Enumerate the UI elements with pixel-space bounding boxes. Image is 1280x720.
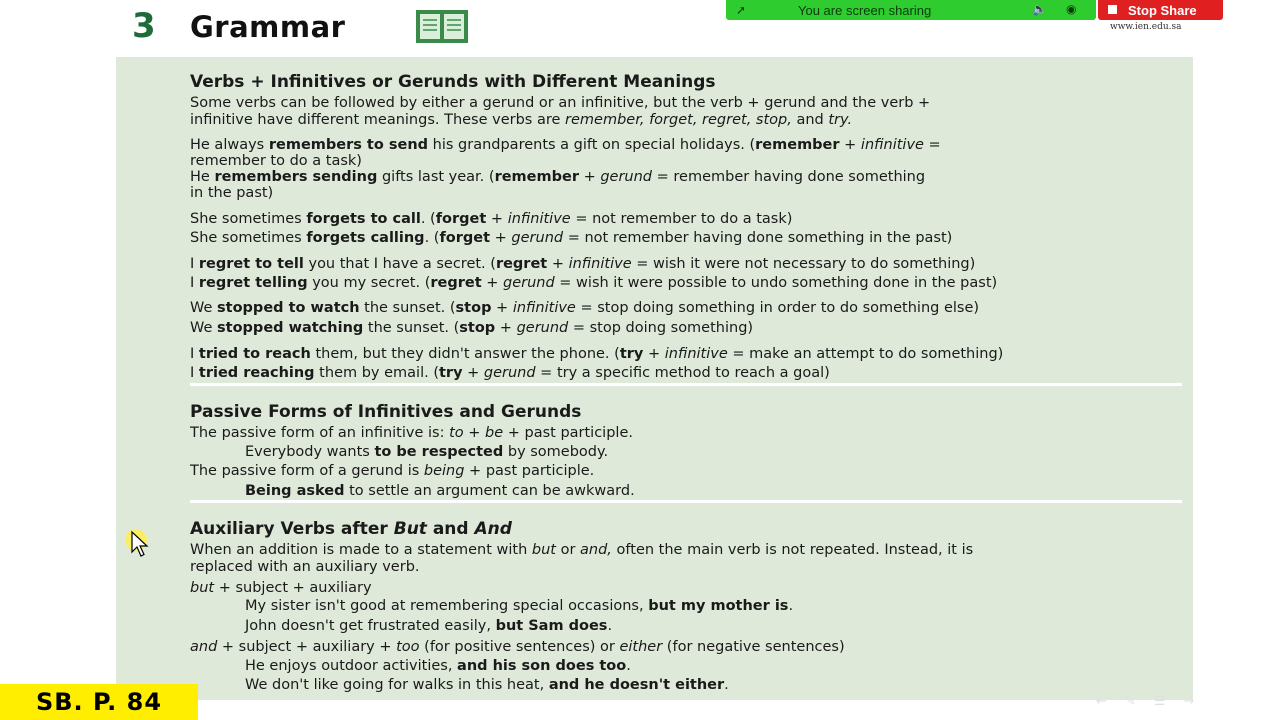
shield-icon[interactable]: ◉ [1066,2,1077,16]
site-url: www.ien.edu.sa [1110,22,1182,32]
example-try-gerund: I tried reaching them by email. (try + gerund = try a specific method to reach a goal) [190,365,830,381]
example-regret-gerund: I regret telling you my secret. (regret + gerund = wish it were possible to undo something done in the past) [190,275,998,291]
passive-gerund-rule: The passive form of a gerund is being + past participle. [190,463,595,479]
example-remember-gerund: He remembers sending gifts last year. (remember + gerund = remember having done something [190,169,926,185]
example-forget-gerund: She sometimes forgets calling. (forget + gerund = not remember having done something in the past) [190,230,953,246]
section-heading-auxiliary: Auxiliary Verbs after But and And [190,519,512,539]
menu-icon[interactable]: ☰ [1153,694,1184,709]
passive-gerund-example: Being asked to settle an argument can be awkward. [245,483,635,499]
book-icon [416,10,468,43]
forward-icon[interactable]: → [1183,694,1213,709]
pin-icon[interactable]: ➚ [736,3,747,17]
passive-infinitive-example: Everybody wants to be respected by somebody. [245,444,609,460]
example-try-infinitive: I tried to reach them, but they didn't answer the phone. (try + infinitive = make an attempt to do something) [190,346,1004,362]
section-divider [190,383,1182,386]
intro-line: Some verbs can be followed by either a gerund or an infinitive, but the verb + gerund and the verb + [190,95,931,111]
but-rule: but + subject + auxiliary [190,580,372,596]
example-remember-infinitive: He always remembers to send his grandparents a gift on special holidays. (remember + infinitive = [190,137,941,153]
passive-infinitive-rule: The passive form of an infinitive is: to + be + past participle. [190,425,633,441]
section-heading-verbs: Verbs + Infinitives or Gerunds with Different Meanings [190,72,716,92]
stop-share-label: Stop Share [1128,3,1197,18]
page-reference-label: SB. P. 84 [0,684,198,720]
example-remember-gerund-cont: in the past) [190,185,274,201]
example-forget-infinitive: She sometimes forgets to call. (forget + infinitive = not remember to do a task) [190,211,793,227]
and-example-1: He enjoys outdoor activities, and his son does too. [245,658,631,674]
back-icon[interactable]: ← [1096,694,1125,709]
pen-icon[interactable]: ✎ [1124,694,1154,709]
section-heading-passive: Passive Forms of Infinitives and Gerunds [190,402,582,422]
stop-share-button[interactable] [1098,0,1223,20]
slide-nav-controls[interactable] [1096,694,1266,710]
and-example-2: We don't like going for walks in this heat, and he doesn't either. [245,677,729,693]
mouse-cursor-icon [124,528,154,562]
speaker-icon[interactable]: 🔈 [1032,2,1047,16]
screen-share-status: You are screen sharing [798,3,932,18]
section-number: 3 [132,6,156,46]
page-title: Grammar [190,10,346,44]
auxiliary-intro: When an addition is made to a statement with but or and, often the main verb is not repeated. Instead, it is [190,542,974,558]
section-divider [190,500,1182,503]
screen-share-bar[interactable] [726,0,1096,20]
stop-icon [1108,5,1117,14]
auxiliary-intro-cont: replaced with an auxiliary verb. [190,559,420,575]
but-example-1: My sister isn't good at remembering special occasions, but my mother is. [245,598,794,614]
example-remember-infinitive-cont: remember to do a task) [190,153,362,169]
example-stop-infinitive: We stopped to watch the sunset. (stop + infinitive = stop doing something in order to do something else) [190,300,980,316]
but-example-2: John doesn't get frustrated easily, but Sam does. [245,618,613,634]
example-stop-gerund: We stopped watching the sunset. (stop + gerund = stop doing something) [190,320,754,336]
intro-line: infinitive have different meanings. These verbs are remember, forget, regret, stop, and try. [190,112,853,128]
example-regret-infinitive: I regret to tell you that I have a secret. (regret + infinitive = wish it were not necessary to do something) [190,256,976,272]
and-rule: and + subject + auxiliary + too (for positive sentences) or either (for negative sentences) [190,639,845,655]
